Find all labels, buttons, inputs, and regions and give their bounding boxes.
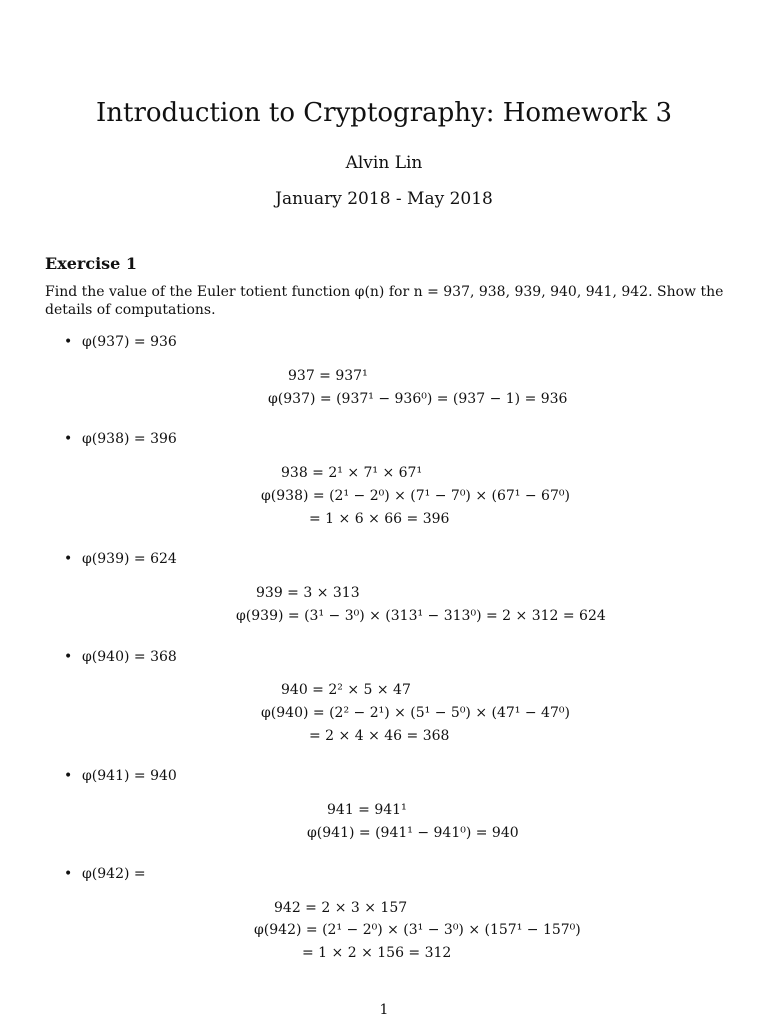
equation-line: 941 = 941¹ xyxy=(327,802,407,818)
author-name: Alvin Lin xyxy=(345,153,423,173)
list-item-938 xyxy=(64,431,177,447)
list-item-942 xyxy=(64,866,146,882)
list-item-939 xyxy=(64,551,177,567)
list-item-937 xyxy=(64,334,177,350)
equation-line: 939 = 3 × 313 xyxy=(256,585,360,601)
equation-line: = 1 × 2 × 156 = 312 xyxy=(302,945,452,961)
date-range: January 2018 - May 2018 xyxy=(275,189,493,209)
equation-line: φ(940) = (2² − 2¹) × (5¹ − 5⁰) × (47¹ − 47⁰) xyxy=(261,705,570,721)
bullet-dot: • xyxy=(64,866,73,882)
list-item-940 xyxy=(64,649,177,665)
list-item-941 xyxy=(64,768,177,784)
equation-line: φ(937) = (937¹ − 936⁰) = (937 − 1) = 936 xyxy=(268,391,568,407)
equation-line: 942 = 2 × 3 × 157 xyxy=(274,900,408,916)
equation-line: = 1 × 6 × 66 = 396 xyxy=(309,511,450,527)
equation-line: 937 = 937¹ xyxy=(288,368,368,384)
equation-line: φ(938) = (2¹ − 2⁰) × (7¹ − 7⁰) × (67¹ − 67⁰) xyxy=(261,488,570,504)
exercise-heading: Exercise 1 xyxy=(45,254,138,273)
bullet-text: φ(940) = 368 xyxy=(82,649,177,665)
bullet-text: φ(939) = 624 xyxy=(82,551,177,567)
equation-line: 940 = 2² × 5 × 47 xyxy=(281,682,411,698)
bullet-text: φ(942) = xyxy=(82,866,146,882)
equation-line: φ(942) = (2¹ − 2⁰) × (3¹ − 3⁰) × (157¹ − 157⁰) xyxy=(254,922,581,938)
bullet-dot: • xyxy=(64,551,73,567)
page-number: 1 xyxy=(379,1002,389,1018)
equation-line: φ(939) = (3¹ − 3⁰) × (313¹ − 313⁰) = 2 × 312 = 624 xyxy=(236,608,606,624)
bullet-dot: • xyxy=(64,334,73,350)
equation-line: 938 = 2¹ × 7¹ × 67¹ xyxy=(281,465,423,481)
bullet-text: φ(937) = 936 xyxy=(82,334,177,350)
document-title: Introduction to Cryptography: Homework 3 xyxy=(96,98,672,128)
exercise-prompt: Find the value of the Euler totient function φ(n) for n = 937, 938, 939, 940, 941, 942. Show the details of computations. xyxy=(45,284,724,318)
equation-line: = 2 × 4 × 46 = 368 xyxy=(309,728,450,744)
bullet-dot: • xyxy=(64,768,73,784)
bullet-text: φ(941) = 940 xyxy=(82,768,177,784)
bullet-dot: • xyxy=(64,431,73,447)
bullet-dot: • xyxy=(64,649,73,665)
equation-line: φ(941) = (941¹ − 941⁰) = 940 xyxy=(307,825,519,841)
bullet-text: φ(938) = 396 xyxy=(82,431,177,447)
